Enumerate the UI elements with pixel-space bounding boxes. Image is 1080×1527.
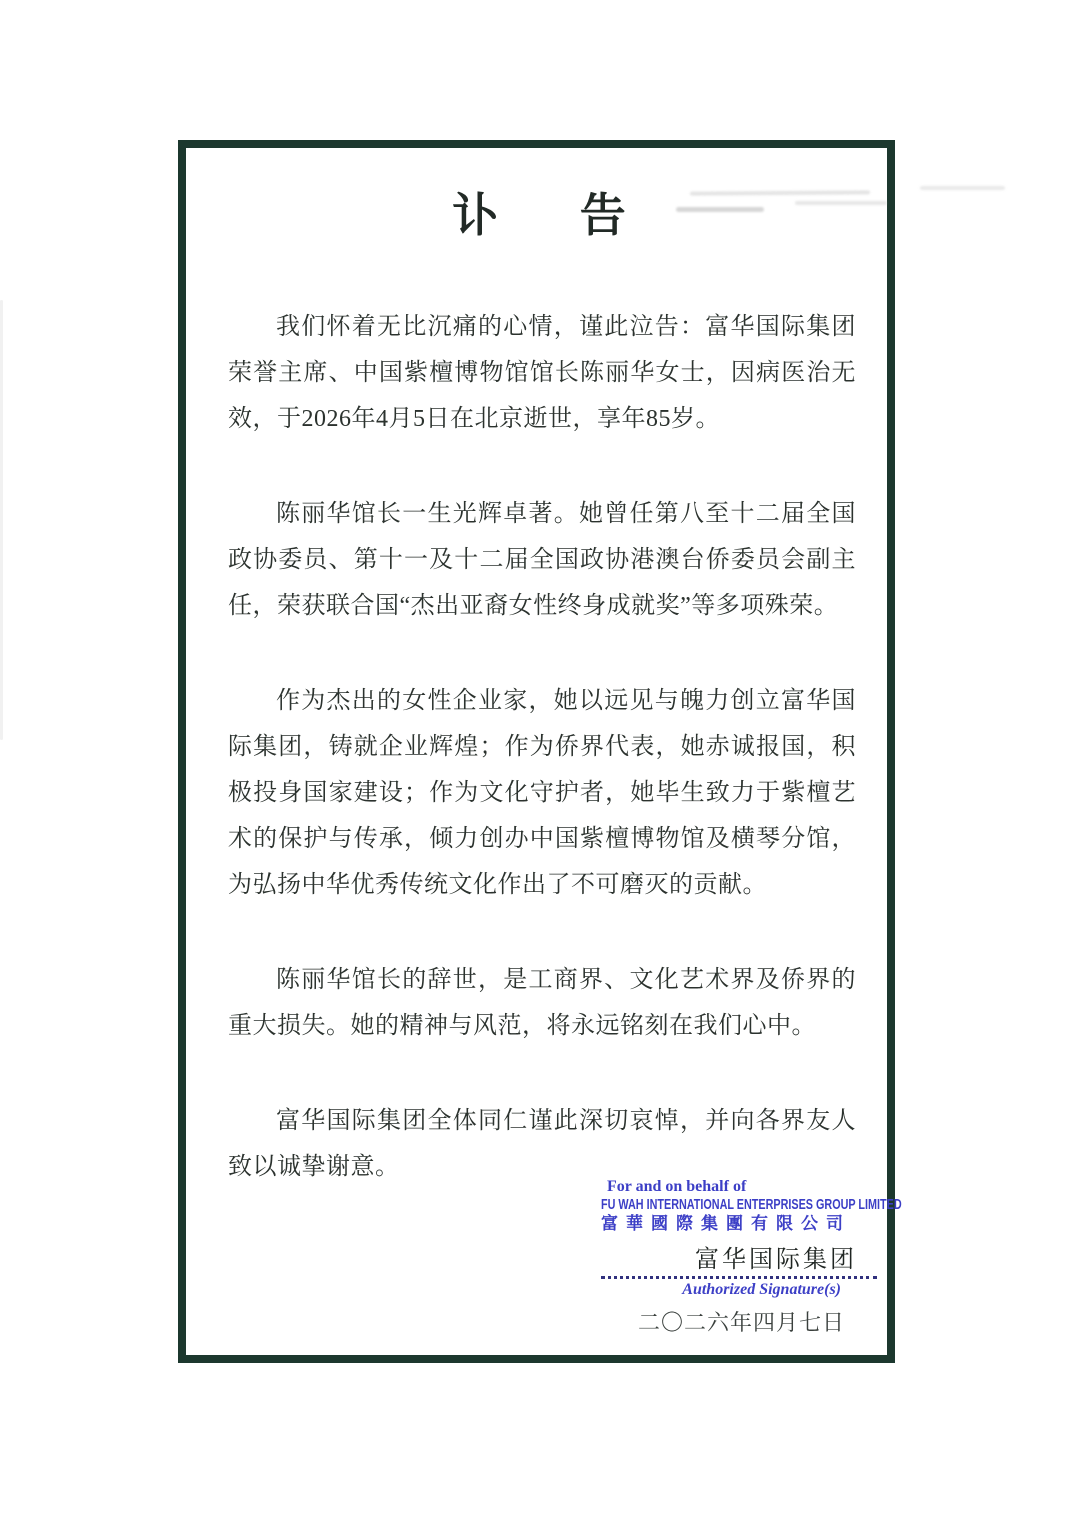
scan-artifact — [676, 207, 764, 212]
signer-name: 富华国际集团 — [695, 1247, 857, 1273]
signature-block — [601, 1178, 902, 1299]
scan-artifact — [920, 186, 1005, 190]
notice-border-frame — [178, 140, 902, 1363]
stamp-company-name-english: FU WAH INTERNATIONAL ENTERPRISES GROUP LIMITED — [601, 1196, 902, 1213]
notice-date: 二〇二六年四月七日 — [637, 1310, 845, 1335]
stamp-company-name-chinese: 富華國際集團有限公司 — [601, 1214, 851, 1233]
scan-artifact — [795, 201, 887, 205]
notice-paragraph: 我们怀着无比沉痛的心情，谨此泣告：富华国际集团荣誉主席、中国紫檀博物馆馆长陈丽华女士，因病医治无效，于2026年4月5日在北京逝世，享年85岁。 — [228, 314, 856, 432]
notice-title: 讣 告 — [452, 190, 632, 241]
scan-artifact — [0, 300, 3, 740]
notice-paragraph: 陈丽华馆长一生光辉卓著。她曾任第八至十二届全国政协委员、第十一及十二届全国政协港澳台侨委员会副主任，荣获联合国“杰出亚裔女性终身成就奖”等多项殊荣。 — [228, 501, 856, 619]
notice-paragraph: 陈丽华馆长的辞世，是工商界、文化艺术界及侨界的重大损失。她的精神与风范，将永远铭刻在我们心中。 — [228, 967, 856, 1039]
notice-paragraph: 富华国际集团全体同仁谨此深切哀悼，并向各界友人致以诚挚谢意。 — [228, 1108, 856, 1180]
notice-paragraph: 作为杰出的女性企业家，她以远见与魄力创立富华国际集团，铸就企业辉煌；作为侨界代表，她赤诚报国，积极投身国家建设；作为文化守护者，她毕生致力于紫檀艺术的保护与传承，倾力创办中国紫檀博物馆及横琴分馆，为弘扬中华优秀传统文化作出了不可磨灭的贡献。 — [228, 688, 856, 898]
notice-body — [228, 304, 856, 1190]
notice-content — [186, 148, 902, 1355]
stamp-behalf-text: For and on behalf of — [607, 1178, 747, 1195]
authorized-signature-label: Authorized Signature(s) — [682, 1281, 841, 1298]
signature-dotted-line — [601, 1276, 877, 1279]
